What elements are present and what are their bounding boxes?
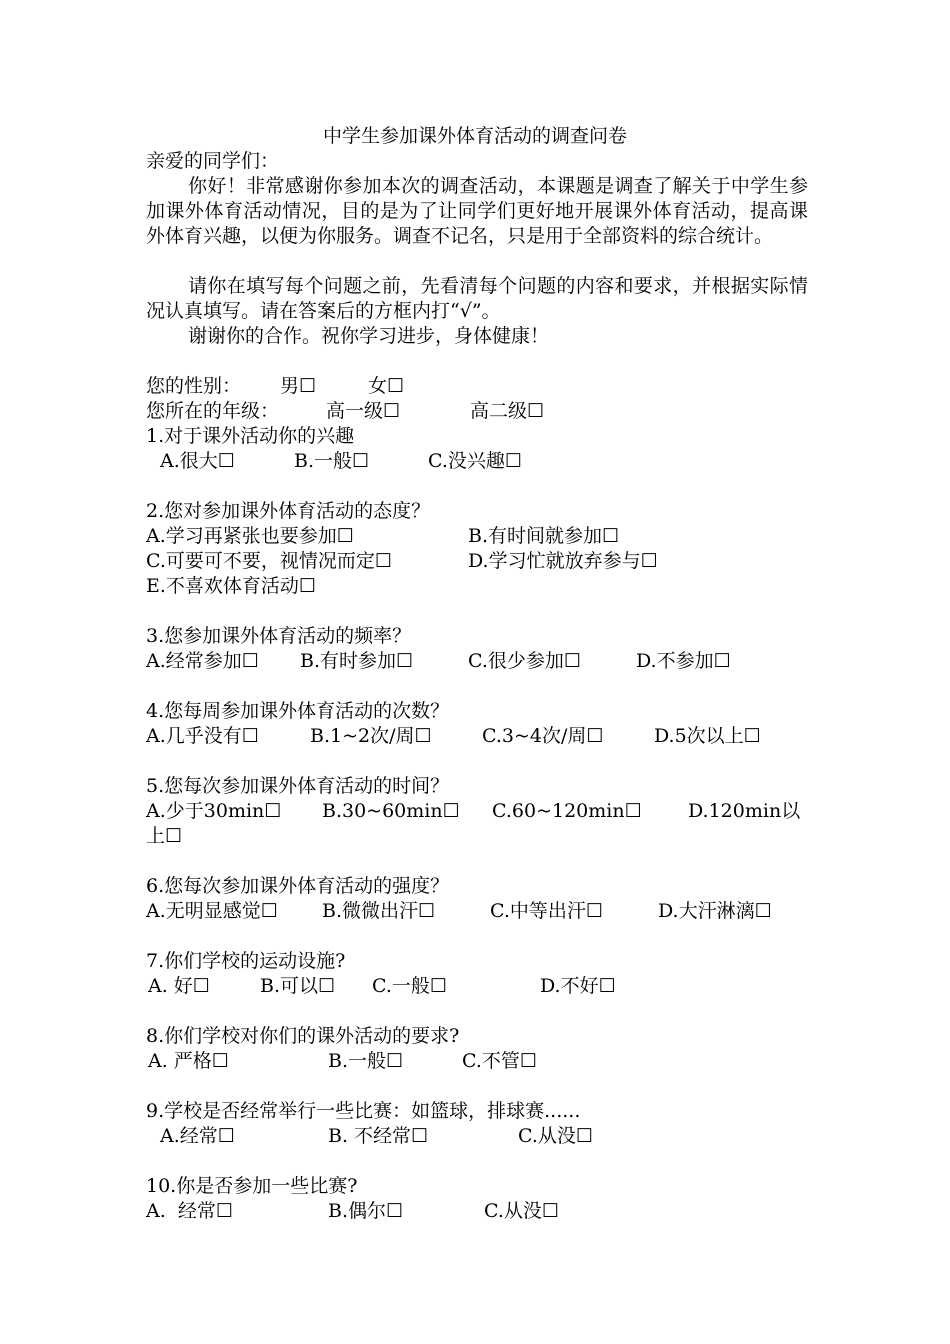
greeting: 亲爱的同学们： [146, 150, 280, 172]
q4-option-d[interactable]: D.5次以上☐ [654, 725, 761, 747]
question-10: 10.你是否参加一些比赛? [146, 1175, 358, 1197]
intro-paragraph-3: 谢谢你的合作。祝你学习进步，身体健康！ [188, 325, 550, 347]
grade-option-2[interactable]: 高二级☐ [470, 400, 545, 422]
q7-option-d[interactable]: D.不好☐ [540, 975, 616, 997]
q9-option-b[interactable]: B. 不经常☐ [328, 1125, 429, 1147]
question-9: 9.学校是否经常举行一些比赛：如篮球，排球赛...... [146, 1100, 581, 1122]
question-3: 3.您参加课外体育活动的频率？ [146, 625, 412, 647]
q7-option-c[interactable]: C.一般☐ [372, 975, 447, 997]
q3-option-a[interactable]: A.经常参加☐ [146, 650, 259, 672]
question-7: 7.你们学校的运动设施? [146, 950, 346, 972]
q2-option-b[interactable]: B.有时间就参加☐ [468, 525, 620, 547]
q2-option-c[interactable]: C.可要可不要，视情况而定☐ [146, 550, 392, 572]
q7-option-a[interactable]: A. 好☐ [148, 975, 210, 997]
q2-option-d[interactable]: D.学习忙就放弃参与☐ [468, 550, 658, 572]
q6-option-b[interactable]: B.微微出汗☐ [322, 900, 436, 922]
q7-option-b[interactable]: B.可以☐ [260, 975, 336, 997]
gender-label: 您的性别： [146, 375, 242, 397]
q8-option-c[interactable]: C.不管☐ [462, 1050, 537, 1072]
q6-option-c[interactable]: C.中等出汗☐ [490, 900, 603, 922]
intro-paragraph-2: 请你在填写每个问题之前，先看清每个问题的内容和要求，并根据实际情况认真填写。请在答案后的方框内打“√”。 [146, 275, 808, 322]
q1-option-a[interactable]: A.很大☐ [160, 450, 235, 472]
q8-option-b[interactable]: B.一般☐ [328, 1050, 404, 1072]
q9-option-c[interactable]: C.从没☐ [518, 1125, 593, 1147]
question-1: 1.对于课外活动你的兴趣 [146, 425, 355, 447]
q4-option-c[interactable]: C.3~4次/周☐ [482, 725, 604, 747]
q3-option-c[interactable]: C.很少参加☐ [468, 650, 581, 672]
gender-option-female[interactable]: 女☐ [368, 375, 405, 397]
document-title: 中学生参加课外体育活动的调查问卷 [322, 125, 627, 147]
q10-option-b[interactable]: B.偶尔☐ [328, 1200, 404, 1222]
q6-option-a[interactable]: A.无明显感觉☐ [146, 900, 278, 922]
q5-option-a[interactable]: A.少于30min☐ [146, 800, 282, 822]
q2-option-a[interactable]: A.学习再紧张也要参加☐ [146, 525, 354, 547]
q8-option-a[interactable]: A. 严格☐ [148, 1050, 229, 1072]
q5-option-c[interactable]: C.60~120min☐ [492, 800, 642, 822]
gender-option-male[interactable]: 男☐ [280, 375, 317, 397]
question-4: 4.您每周参加课外体育活动的次数？ [146, 700, 450, 722]
grade-label: 您所在的年级： [146, 400, 280, 422]
q6-option-d[interactable]: D.大汗淋漓☐ [658, 900, 772, 922]
q9-option-a[interactable]: A.经常☐ [160, 1125, 235, 1147]
q4-option-a[interactable]: A.几乎没有☐ [146, 725, 259, 747]
question-8: 8.你们学校对你们的课外活动的要求? [146, 1025, 460, 1047]
q1-option-b[interactable]: B.一般☐ [294, 450, 370, 472]
question-5: 5.您每次参加课外体育活动的时间？ [146, 775, 450, 797]
question-2: 2.您对参加课外体育活动的态度？ [146, 500, 431, 522]
question-6: 6.您每次参加课外体育活动的强度？ [146, 875, 450, 897]
q5-option-d-continued[interactable]: 上☐ [146, 825, 183, 847]
q2-option-e[interactable]: E.不喜欢体育活动☐ [146, 575, 316, 597]
grade-option-1[interactable]: 高一级☐ [326, 400, 401, 422]
q3-option-b[interactable]: B.有时参加☐ [300, 650, 414, 672]
q10-option-a[interactable]: A. 经常☐ [146, 1200, 233, 1222]
q5-option-b[interactable]: B.30~60min☐ [322, 800, 460, 822]
intro-paragraph-1: 你好！非常感谢你参加本次的调查活动，本课题是调查了解关于中学生参加课外体育活动情况，目的是为了让同学们更好地开展课外体育活动，提高课外体育兴趣，以便为你服务。调查不记名，只是用于全部资料的综合统计。 [146, 175, 808, 247]
q1-option-c[interactable]: C.没兴趣☐ [428, 450, 522, 472]
q5-option-d[interactable]: D.120min以 [688, 800, 801, 822]
q3-option-d[interactable]: D.不参加☐ [636, 650, 731, 672]
q10-option-c[interactable]: C.从没☐ [484, 1200, 559, 1222]
q4-option-b[interactable]: B.1~2次/周☐ [310, 725, 432, 747]
